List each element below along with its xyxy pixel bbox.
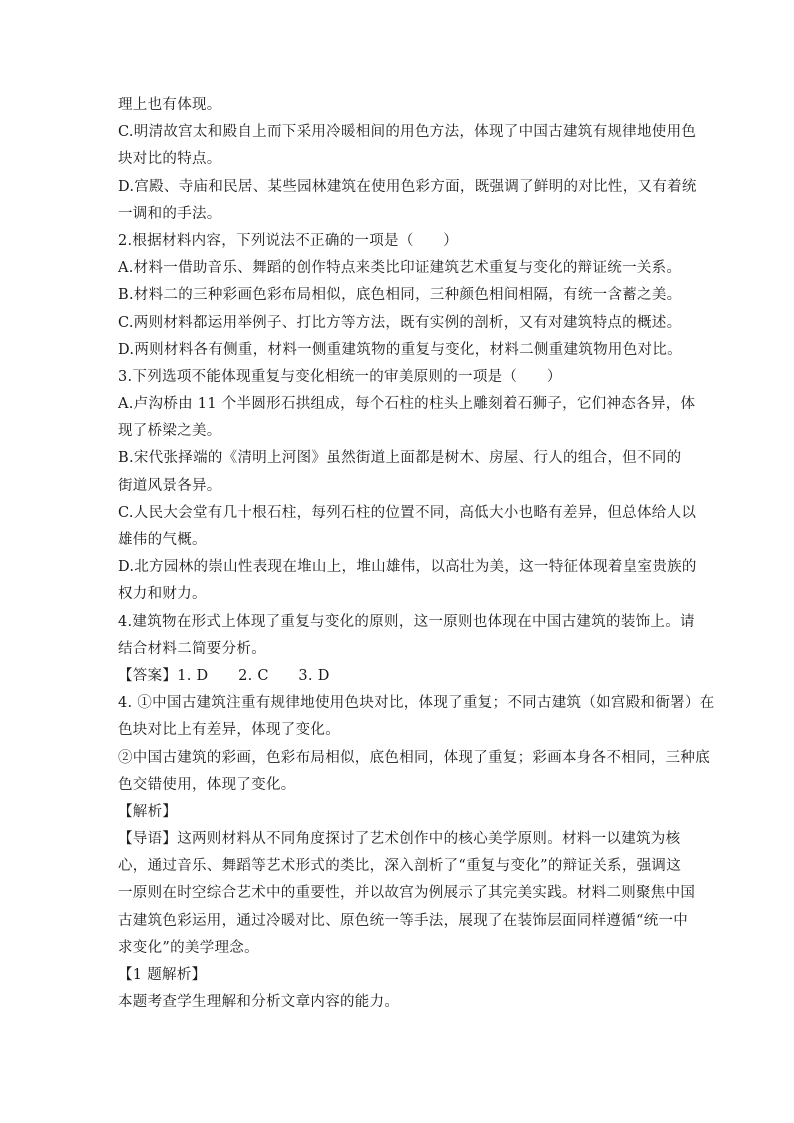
q2-option-a: A.材料一借助音乐、舞蹈的创作特点来类比印证建筑艺术重复与变化的辩证统一关系。 — [118, 260, 682, 277]
text-line: 色块对比上有差异，体现了变化。 — [118, 722, 340, 739]
text-line: 一调和的手法。 — [118, 205, 222, 222]
text-line: 权力和财力。 — [118, 586, 207, 603]
question-3: 3.下列选项不能体现重复与变化相统一的审美原则的一项是（ ） — [118, 368, 562, 385]
text-line: 心，通过音乐、舞蹈等艺术形式的类比，深入剖析了“重复与变化”的辩证关系，强调这 — [118, 858, 682, 875]
option-c-line: C.明清故宫太和殿自上而下采用冷暖相间的用色方法，体现了中国古建筑有规律地使用色 — [118, 124, 697, 141]
q2-option-c: C.两则材料都运用举例子、打比方等方法，既有实例的剖析，又有对建筑特点的概述。 — [118, 314, 682, 331]
text-line: 现了桥梁之美。 — [118, 423, 222, 440]
q3-option-d: D.北方园林的崇山性表现在堆山上，堆山雄伟，以高壮为美，这一特征体现着皇室贵族的 — [118, 559, 697, 576]
text-line: 理上也有体现。 — [118, 97, 222, 113]
q2-option-b: B.材料二的三种彩画色彩布局相似，底色相同，三种颜色相间相隔，有统一含蓄之美。 — [118, 287, 682, 304]
q3-option-a: A.卢沟桥由 11 个半圆形石拱组成，每个石柱的柱头上雕刻着石狮子，它们神态各异，体 — [118, 396, 696, 413]
question-2: 2.根据材料内容，下列说法不正确的一项是（ ） — [118, 232, 459, 249]
q1-analysis-heading: 【1 题解析】 — [118, 967, 207, 983]
q1-analysis-text: 本题考查学生理解和分析文章内容的能力。 — [118, 994, 400, 1011]
text-line: 块对比的特点。 — [118, 151, 222, 168]
text-line: 色交错使用，体现了变化。 — [118, 776, 296, 793]
answer-4-part-2: ②中国古建筑的彩画，色彩布局相似，底色相同，体现了重复；彩画本身各不相同，三种底 — [118, 749, 710, 766]
text-line: 求变化”的美学理念。 — [118, 939, 259, 956]
text-line: 雄伟的气概。 — [118, 532, 207, 548]
option-d-line: D.宫殿、寺庙和民居、某些园林建筑在使用色彩方面，既强调了鲜明的对比性，又有着统 — [118, 178, 697, 195]
answer-key: 【答案】1. D 2. C 3. D — [118, 667, 330, 684]
q3-option-c: C.人民大会堂有几十根石柱，每列石柱的位置不同，高低大小也略有差异，但总体给人以 — [118, 504, 697, 521]
q3-option-b: B.宋代张择端的《清明上河图》虽然街道上面都是树木、房屋、行人的组合，但不同的 — [118, 450, 682, 467]
q2-option-d: D.两则材料各有侧重，材料一侧重建筑物的重复与变化，材料二侧重建筑物用色对比。 — [118, 341, 682, 358]
question-4: 4.建筑物在形式上体现了重复与变化的原则，这一原则也体现在中国古建筑的装饰上。请 — [118, 613, 695, 630]
text-line: 古建筑色彩运用，通过冷暖对比、原色统一等手法，展现了在装饰层面同样遵循“统一中 — [118, 912, 689, 929]
text-line: 一原则在时空综合艺术中的重要性，并以故宫为例展示了其完美实践。材料二则聚焦中国 — [118, 885, 696, 902]
answer-4-part-1: 4. ①中国古建筑注重有规律地使用色块对比，体现了重复；不同古建筑（如宫殿和衙署）在 — [118, 695, 715, 712]
text-line: 结合材料二简要分析。 — [118, 640, 266, 657]
intro-paragraph: 【导语】这两则材料从不同角度探讨了艺术创作中的核心美学原则。材料一以建筑为核 — [118, 831, 681, 848]
text-line: 街道风景各异。 — [118, 477, 222, 494]
analysis-heading: 【解析】 — [118, 803, 178, 820]
document-page — [118, 92, 715, 1016]
